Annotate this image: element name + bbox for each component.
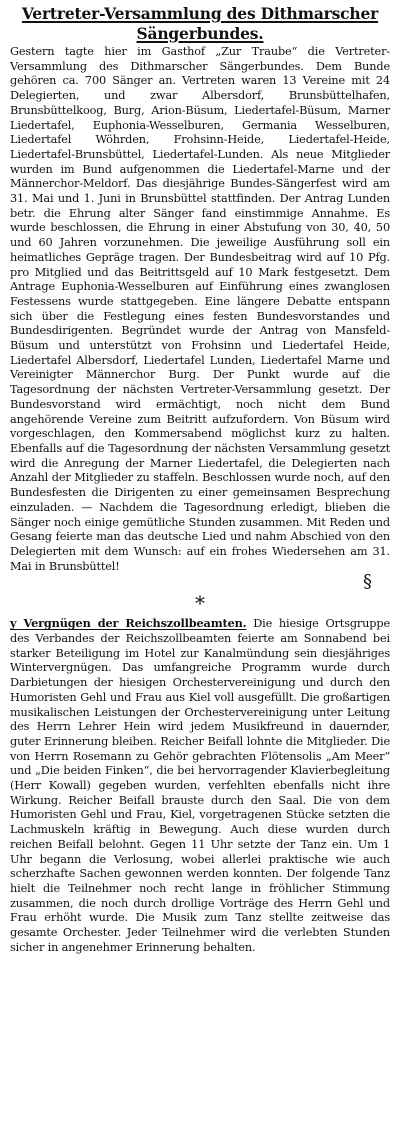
article-vertreter-versammlung bbox=[10, 4, 390, 593]
article-body-text: Die hiesige Ortsgruppe des Verbandes der Reichszollbeamten feierte am Sonnabend bei starker Beteiligung im Hotel zur Kanalmündung sein diesjähriges Wintervergnügen. Das umfangreiche Programm wurde durch Darbietungen der hiesigen Orchestervereinigung und durch den Humoristen Gehl und Frau aus Kiel voll ausgefüllt. Die großartigen musikalischen Leistungen der Orchestervereinigung unter Leitung des Herrn Lehrer Hein wird jedem Musikfreund in dauernder, guter Erinnerung bleiben. Reicher Beifall lohnte die Mitglieder. Die von Herrn Rosemann zu Gehör gebrachten Flötensolis „Am Meer“ und „Die beiden Finken“, die bei hervorragender Klavierbegleitung (Herr Kowall) gegeben wurden, verfehlten ebenfalls nicht ihre Wirkung. Reicher Beifall brauste durch den Saal. Die von dem Humoristen Gehl und Frau, Kiel, vorgetragenen Stücke setzten die Lachmuskeln kräftig in Bewegung. Auch diese wurden durch reichen Beifall belohnt. Gegen 11 Uhr setzte der Tanz ein. Um 1 Uhr begann die Verlosung, wobei allerlei praktische wie auch scherzhafte Sachen gewonnen werden konnten. Der folgende Tanz hielt die Teilnehmer noch recht lange in fröhlicher Stimmung zusammen, die noch durch drollige Vorträge des Herrn Gehl und Frau erhöht wurde. Die Musik zum Tanz stellte zeitweise das gesamte Orchester. Jeder Teilnehmer wird die verlebten Stunden sicher in angenehmer Erinnerung behalten. bbox=[10, 617, 391, 954]
article-title-line-2: Sängerbundes. bbox=[136, 24, 264, 43]
article-paragraph bbox=[10, 616, 390, 955]
article-reichszollbeamten bbox=[10, 616, 390, 955]
article-signature: § bbox=[363, 571, 372, 593]
article-separator: * bbox=[195, 591, 205, 616]
article-lead-heading: y Vergnügen der Reichszollbeamten. bbox=[10, 616, 247, 631]
article-body: Gestern tagte hier im Gasthof „Zur Traube“ die Vertreter-Versammlung des Dithmarscher Sängerbundes. Dem Bunde gehören ca. 700 Sänger an. Vertreten waren 13 Vereine mit 24 Delegierten, und zwar Albersdorf, Brunsbüttelhafen, Brunsbüttelkoog, Burg, Arion-Büsum, Liedertafel-Büsum, Marner Liedertafel, Euphonia-Wesselburen, Germania Wesselburen, Liedertafel Wöhrden, Frohsinn-Heide, Liedertafel-Heide, Liedertafel-Brunsbüttel, Liedertafel-Lunden. Als neue Mitglieder wurden im Bund aufgenommen die Liedertafel-Marne und der Männerchor-Meldorf. Das diesjährige Bundes-Sängerfest wird am 31. Mai und 1. Juni in Brunsbüttel stattfinden. Der Antrag Lunden betr. die Ehrung alter Sänger fand einstimmige Annahme. Es wurde beschlossen, die Ehrung in einer Abstufung von 30, 40, 50 und 60 Jahren vorzunehmen. Die jeweilige Ausführung soll ein heimatliches Gepräge tragen. Der Bundesbeitrag wird auf 10 Pfg. pro Mitglied und das Beitrittsgeld auf 10 Mark festgesetzt. Dem Antrage Euphonia-Wesselburen auf Einführung eines zwanglosen Festessens wurde stattgegeben. Eine längere Debatte entspann sich über die Festlegung eines festen Bundesvorstandes und Bundesdirigenten. Begründet wurde der Antrag von Mansfeld-Büsum und unterstützt von Frohsinn und Liedertafel Heide, Liedertafel Albersdorf, Liedertafel Lunden, Liedertafel Marne und Vereinigter Männerchor Burg. Der Punkt wurde auf die Tagesordnung der nächsten Vertreter-Versammlung gesetzt. Der Bundesvorstand wird ermächtigt, noch nicht dem Bund angehörende Vereine zum Beitritt aufzufordern. Von Büsum wird vorgeschlagen, den Kommersabend möglichst kurz zu halten. Ebenfalls auf die Tagesordnung der nächsten Versammlung gesetzt wird die Anregung der Marner Liedertafel, die Delegierten nach Anzahl der Mitglieder zu staffeln. Beschlossen wurde noch, auf den Bundesfesten die Dirigenten zu einer gemeinsamen Besprechung einzuladen. — Nachdem die Tagesordnung erledigt, blieben die Sänger noch einige gemütliche Stunden zusammen. Mit Reden und Gesang feierte man das deutsche Lied und nahm Abschied von den Delegierten mit dem Wunsch: auf ein frohes Wiedersehen am 31. Mai in Brunsbüttel! bbox=[10, 45, 390, 573]
article-title bbox=[10, 4, 390, 44]
article-title-line-1: Vertreter-Versammlung des Dithmarscher bbox=[21, 4, 379, 23]
